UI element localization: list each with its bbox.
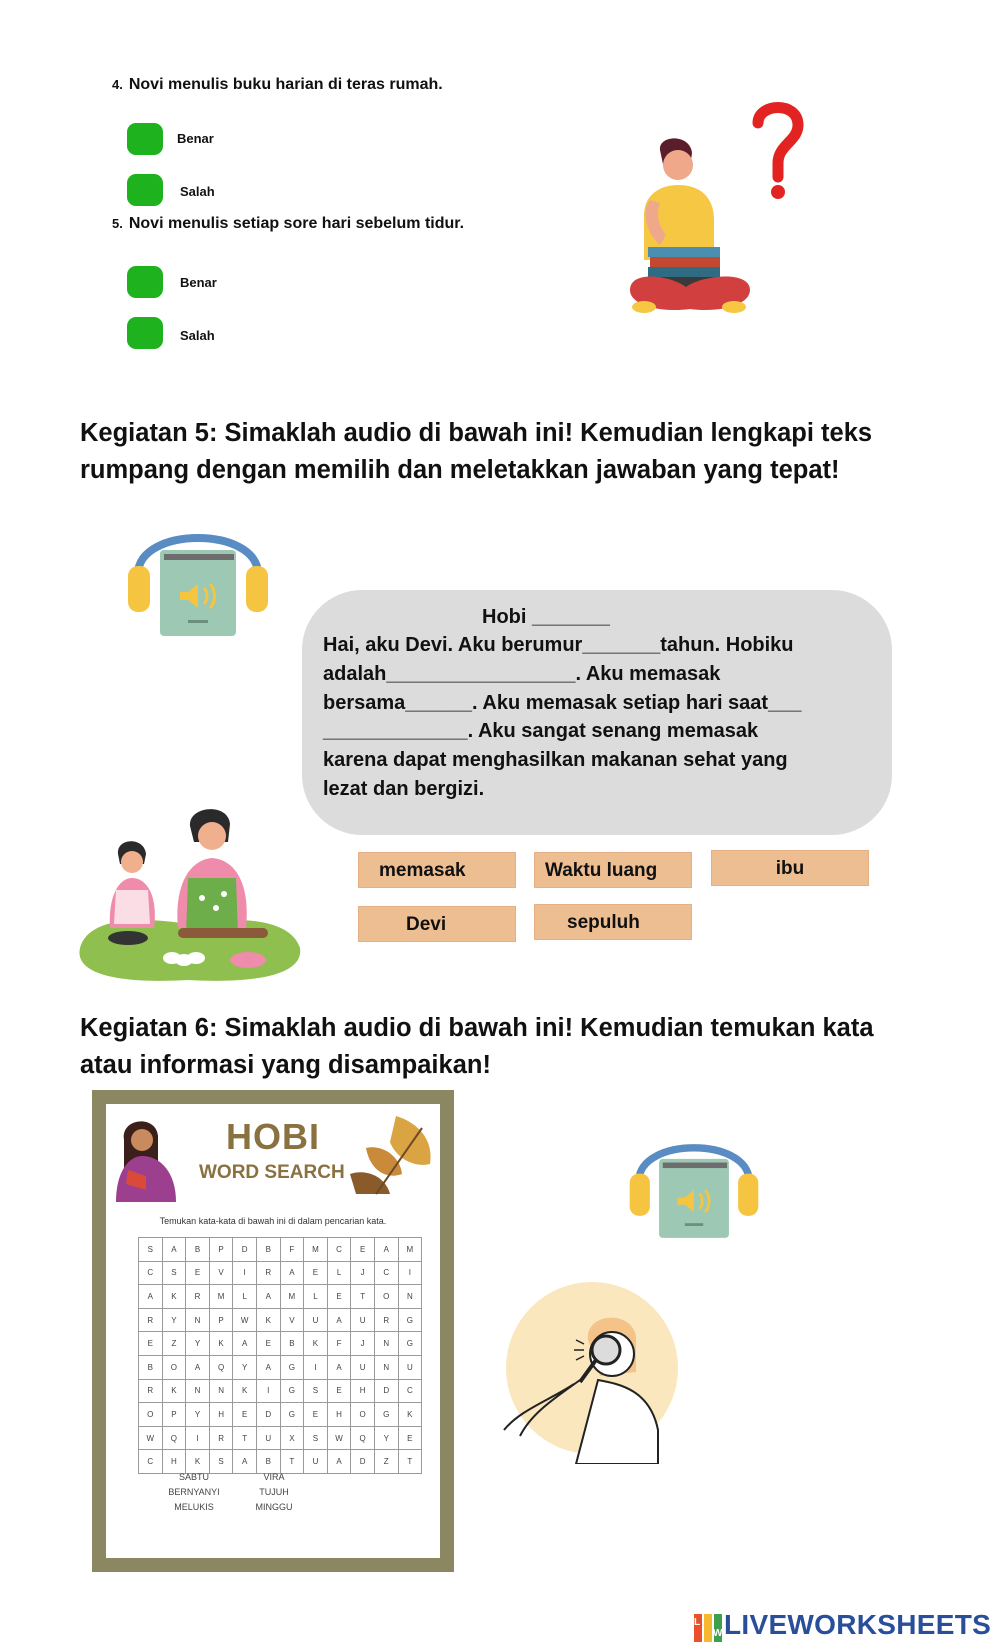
grid-cell[interactable]: G xyxy=(374,1403,398,1427)
grid-cell[interactable]: T xyxy=(233,1426,257,1450)
grid-cell[interactable]: R xyxy=(186,1285,210,1309)
grid-cell[interactable]: E xyxy=(398,1426,422,1450)
grid-cell[interactable]: T xyxy=(280,1450,304,1474)
option-label: Salah xyxy=(180,328,215,343)
grid-cell[interactable]: O xyxy=(351,1403,375,1427)
word-search-title: HOBI xyxy=(226,1116,320,1157)
grid-cell[interactable]: M xyxy=(304,1238,328,1262)
grid-cell[interactable]: Y xyxy=(186,1403,210,1427)
word-search-subtitle: WORD SEARCH xyxy=(199,1162,345,1183)
grid-cell[interactable]: N xyxy=(374,1332,398,1356)
grid-cell[interactable]: Y xyxy=(233,1355,257,1379)
word-search-sheet xyxy=(92,1090,454,1572)
grid-cell[interactable]: Y xyxy=(162,1308,186,1332)
heading-line: atau informasi yang disampaikan! xyxy=(80,1051,491,1079)
grid-cell[interactable]: E xyxy=(186,1261,210,1285)
grid-cell[interactable]: K xyxy=(233,1379,257,1403)
grid-cell[interactable]: T xyxy=(398,1450,422,1474)
option-label: Benar xyxy=(177,131,214,146)
grid-cell[interactable]: E xyxy=(351,1238,375,1262)
grid-cell[interactable]: A xyxy=(186,1355,210,1379)
grid-row xyxy=(139,1308,422,1332)
word-item: VIRA xyxy=(263,1472,285,1482)
grid-cell[interactable]: B xyxy=(256,1450,280,1474)
grid-cell[interactable]: R xyxy=(209,1426,233,1450)
grid-cell[interactable]: W xyxy=(233,1308,257,1332)
grid-cell[interactable]: D xyxy=(233,1238,257,1262)
grid-cell[interactable]: A xyxy=(233,1332,257,1356)
grid-cell[interactable]: A xyxy=(327,1355,351,1379)
grid-cell[interactable]: O xyxy=(374,1285,398,1309)
grid-cell[interactable]: Y xyxy=(186,1332,210,1356)
option-salah-button[interactable] xyxy=(127,174,163,206)
grid-cell[interactable]: I xyxy=(186,1426,210,1450)
grid-cell[interactable]: I xyxy=(304,1355,328,1379)
question-number: 5. xyxy=(112,216,123,231)
grid-cell[interactable]: I xyxy=(233,1261,257,1285)
grid-cell[interactable]: K xyxy=(186,1450,210,1474)
grid-cell[interactable]: S xyxy=(304,1379,328,1403)
grid-cell[interactable]: M xyxy=(398,1238,422,1262)
grid-cell[interactable]: G xyxy=(280,1379,304,1403)
question-text: Novi menulis buku harian di teras rumah. xyxy=(128,76,443,93)
grid-cell[interactable]: R xyxy=(139,1379,163,1403)
grid-cell[interactable]: A xyxy=(162,1238,186,1262)
grid-cell[interactable]: N xyxy=(398,1285,422,1309)
question-4 xyxy=(112,76,443,94)
grid-cell[interactable]: B xyxy=(256,1238,280,1262)
grid-cell[interactable]: O xyxy=(139,1403,163,1427)
grid-cell[interactable]: R xyxy=(256,1261,280,1285)
audio-player-icon[interactable] xyxy=(124,508,272,638)
grid-cell[interactable]: J xyxy=(351,1332,375,1356)
grid-cell[interactable]: K xyxy=(304,1332,328,1356)
heading-line: Kegiatan 5: Simaklah audio di bawah ini! Kemudian lengkapi teks xyxy=(80,419,873,447)
grid-cell[interactable]: X xyxy=(280,1426,304,1450)
grid-cell[interactable]: G xyxy=(398,1308,422,1332)
grid-cell[interactable]: A xyxy=(327,1308,351,1332)
grid-cell[interactable]: N xyxy=(209,1379,233,1403)
grid-cell[interactable]: A xyxy=(327,1450,351,1474)
grid-cell[interactable]: N xyxy=(186,1379,210,1403)
grid-cell[interactable]: H xyxy=(162,1450,186,1474)
liveworksheets-logo-icon xyxy=(694,1614,726,1642)
grid-cell[interactable]: I xyxy=(256,1379,280,1403)
passage-title: Hobi _______ xyxy=(482,606,610,628)
grid-cell[interactable]: S xyxy=(139,1238,163,1262)
answer-choice-sepuluh[interactable]: sepuluh xyxy=(534,904,692,940)
option-label: Salah xyxy=(180,184,215,199)
magnifier-icon xyxy=(592,1336,620,1364)
grid-cell[interactable]: H xyxy=(351,1379,375,1403)
grid-cell[interactable]: J xyxy=(351,1261,375,1285)
grid-cell[interactable]: C xyxy=(139,1261,163,1285)
grid-cell[interactable]: F xyxy=(280,1238,304,1262)
grid-cell[interactable]: S xyxy=(304,1426,328,1450)
word-search-instruction: Temukan kata-kata di bawah ini di dalam pencarian kata. xyxy=(159,1216,387,1226)
grid-cell[interactable]: Z xyxy=(374,1450,398,1474)
word-item: MINGGU xyxy=(255,1502,293,1512)
grid-cell[interactable]: T xyxy=(351,1285,375,1309)
grid-cell[interactable]: Q xyxy=(209,1355,233,1379)
grid-cell[interactable]: M xyxy=(209,1285,233,1309)
grid-cell[interactable]: H xyxy=(209,1403,233,1427)
grid-cell[interactable]: Q xyxy=(162,1426,186,1450)
grid-cell[interactable]: D xyxy=(256,1403,280,1427)
grid-cell[interactable]: Z xyxy=(162,1332,186,1356)
passage-line: bersama______. Aku memasak setiap hari saat___ xyxy=(323,691,802,714)
question-number: 4. xyxy=(112,77,123,92)
word-item: MELUKIS xyxy=(174,1502,214,1512)
grid-cell[interactable]: C xyxy=(374,1261,398,1285)
question-text: Novi menulis setiap sore hari sebelum tidur. xyxy=(128,215,465,232)
grid-cell[interactable]: K xyxy=(162,1379,186,1403)
grid-row xyxy=(139,1332,422,1356)
grid-cell[interactable]: R xyxy=(374,1308,398,1332)
grid-cell[interactable]: C xyxy=(398,1379,422,1403)
option-benar-button[interactable] xyxy=(127,123,163,155)
grid-cell[interactable]: E xyxy=(327,1285,351,1309)
grid-cell[interactable]: K xyxy=(162,1285,186,1309)
option-label: Benar xyxy=(180,275,217,290)
grid-cell[interactable]: O xyxy=(162,1355,186,1379)
passage-text xyxy=(323,631,860,804)
passage-line: _____________. Aku sangat senang memasak xyxy=(323,720,759,743)
passage-line: karena dapat menghasilkan makanan sehat yang xyxy=(323,749,788,772)
grid-cell[interactable]: A xyxy=(233,1450,257,1474)
grid-cell[interactable]: W xyxy=(327,1426,351,1450)
grid-cell[interactable]: L xyxy=(327,1261,351,1285)
grid-cell[interactable]: E xyxy=(304,1403,328,1427)
grid-cell[interactable]: K xyxy=(398,1403,422,1427)
grid-cell[interactable]: V xyxy=(280,1308,304,1332)
grid-cell[interactable]: W xyxy=(139,1426,163,1450)
reading-woman-icon xyxy=(110,1110,182,1206)
girl-thinking-illustration xyxy=(630,95,810,335)
grid-cell[interactable]: A xyxy=(280,1261,304,1285)
grid-cell[interactable]: C xyxy=(139,1450,163,1474)
grid-cell[interactable]: B xyxy=(186,1238,210,1262)
grid-cell[interactable]: C xyxy=(327,1238,351,1262)
grid-cell[interactable]: S xyxy=(209,1450,233,1474)
grid-cell[interactable]: P xyxy=(162,1403,186,1427)
grid-cell[interactable]: B xyxy=(280,1332,304,1356)
grid-row xyxy=(139,1379,422,1403)
grid-cell[interactable]: L xyxy=(304,1285,328,1309)
heading-line: Kegiatan 6: Simaklah audio di bawah ini! Kemudian temukan kata xyxy=(80,1014,874,1042)
grid-cell[interactable]: E xyxy=(139,1332,163,1356)
grid-cell[interactable]: A xyxy=(374,1238,398,1262)
grid-cell[interactable]: A xyxy=(256,1285,280,1309)
grid-cell[interactable]: D xyxy=(351,1450,375,1474)
answer-choice-memasak[interactable]: memasak xyxy=(358,852,516,888)
grid-cell[interactable]: Q xyxy=(351,1426,375,1450)
grid-cell[interactable]: E xyxy=(256,1332,280,1356)
grid-cell[interactable]: G xyxy=(280,1355,304,1379)
grid-cell[interactable]: V xyxy=(209,1261,233,1285)
grid-cell[interactable]: M xyxy=(280,1285,304,1309)
question-5 xyxy=(112,215,464,233)
mother-daughter-cooking-illustration xyxy=(78,798,304,988)
grid-cell[interactable]: E xyxy=(327,1379,351,1403)
grid-cell[interactable]: U xyxy=(304,1308,328,1332)
grid-cell[interactable]: U xyxy=(304,1450,328,1474)
answer-choice-ibu[interactable]: ibu xyxy=(711,850,869,886)
audio-player-icon[interactable] xyxy=(626,1118,762,1242)
person-magnifier-illustration xyxy=(480,1280,710,1464)
grid-cell[interactable]: A xyxy=(256,1355,280,1379)
heading-line: rumpang dengan memilih dan meletakkan jawaban yang tepat! xyxy=(80,456,840,484)
answer-choice-devi[interactable]: Devi xyxy=(358,906,516,942)
grid-cell[interactable]: S xyxy=(162,1261,186,1285)
grid-cell[interactable]: E xyxy=(304,1261,328,1285)
grid-cell[interactable]: K xyxy=(209,1332,233,1356)
question-mark-icon xyxy=(758,108,798,200)
passage-line: adalah_________________. Aku memasak xyxy=(323,662,721,685)
grid-cell[interactable]: U xyxy=(351,1355,375,1379)
answer-choice-waktu-luang[interactable]: Waktu luang xyxy=(534,852,692,888)
letter-grid xyxy=(138,1237,422,1474)
grid-cell[interactable]: P xyxy=(209,1308,233,1332)
liveworksheets-brand[interactable]: LIVEWORKSHEETS xyxy=(724,1609,992,1640)
grid-cell[interactable]: L xyxy=(233,1285,257,1309)
activity-6-heading xyxy=(80,1010,874,1084)
word-item: SABTU xyxy=(178,1472,209,1482)
grid-row xyxy=(139,1238,422,1262)
grid-cell[interactable]: G xyxy=(280,1403,304,1427)
grid-cell[interactable]: F xyxy=(327,1332,351,1356)
grid-cell[interactable]: N xyxy=(374,1355,398,1379)
grid-cell[interactable]: P xyxy=(209,1238,233,1262)
logo-letter: W xyxy=(713,1628,723,1639)
grid-row xyxy=(139,1355,422,1379)
word-list-right xyxy=(244,1470,304,1515)
grid-cell[interactable]: G xyxy=(398,1332,422,1356)
grid-cell[interactable]: R xyxy=(139,1308,163,1332)
autumn-leaves-icon xyxy=(346,1108,438,1198)
word-list-left xyxy=(154,1470,234,1515)
logo-letter: L xyxy=(694,1617,701,1628)
grid-cell[interactable]: B xyxy=(139,1355,163,1379)
option-salah-button[interactable] xyxy=(127,317,163,349)
passage-line: Hai, aku Devi. Aku berumur_______tahun. Hobiku xyxy=(323,634,794,656)
grid-cell[interactable]: U xyxy=(351,1308,375,1332)
grid-cell[interactable]: Y xyxy=(374,1426,398,1450)
grid-cell[interactable]: H xyxy=(327,1403,351,1427)
grid-row xyxy=(139,1261,422,1285)
grid-cell[interactable]: U xyxy=(398,1355,422,1379)
passage-line: lezat dan bergizi. xyxy=(323,777,485,800)
activity-5-heading xyxy=(80,415,872,489)
grid-cell[interactable]: D xyxy=(374,1379,398,1403)
grid-cell[interactable]: E xyxy=(233,1403,257,1427)
grid-row xyxy=(139,1285,422,1309)
word-search-paper xyxy=(106,1104,440,1558)
grid-cell[interactable]: U xyxy=(256,1426,280,1450)
word-item: TUJUH xyxy=(259,1487,289,1497)
word-item: BERNYANYI xyxy=(168,1487,220,1497)
grid-cell[interactable]: I xyxy=(398,1261,422,1285)
grid-cell[interactable]: K xyxy=(256,1308,280,1332)
option-benar-button[interactable] xyxy=(127,266,163,298)
grid-cell[interactable]: A xyxy=(139,1285,163,1309)
grid-cell[interactable]: N xyxy=(186,1308,210,1332)
grid-row xyxy=(139,1426,422,1450)
grid-row xyxy=(139,1403,422,1427)
